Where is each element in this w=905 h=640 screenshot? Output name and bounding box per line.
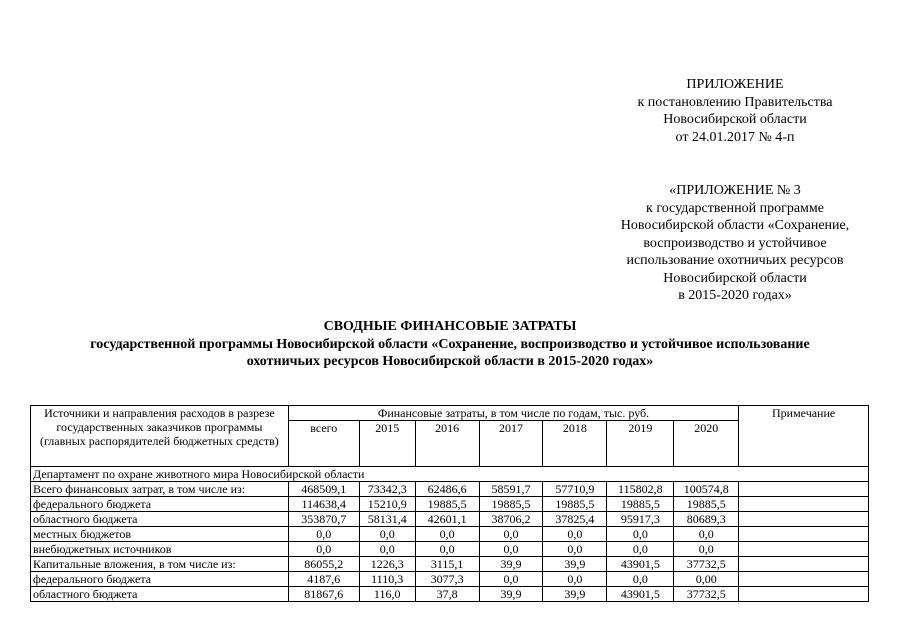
value-cell: 0,0 — [288, 542, 359, 557]
value-cell: 37825,4 — [543, 512, 607, 527]
table-row — [31, 572, 869, 587]
title-line: государственной программы Новосибирской области «Сохранение, воспроизводство и устойчивое использование — [90, 336, 810, 352]
value-cell: 39,9 — [543, 557, 607, 572]
value-cell: 3077,3 — [415, 572, 479, 587]
value-cell: 57710,9 — [543, 482, 607, 497]
value-cell: 0,0 — [415, 542, 479, 557]
value-cell: 468509,1 — [288, 482, 359, 497]
note-column-header: Примечание — [739, 406, 869, 467]
table-header-row — [31, 406, 869, 421]
value-cell: 114638,4 — [288, 497, 359, 512]
value-cell: 43901,5 — [607, 587, 674, 602]
title-line: СВОДНЫЕ ФИНАНСОВЫЕ ЗАТРАТЫ — [323, 319, 577, 334]
program-appendix-header — [590, 182, 880, 305]
value-cell: 0,0 — [479, 542, 543, 557]
appendix-header — [590, 76, 880, 146]
value-cell: 0,0 — [543, 542, 607, 557]
value-cell: 39,9 — [479, 587, 543, 602]
value-cell: 80689,3 — [674, 512, 739, 527]
row-label: федерального бюджета — [31, 497, 289, 512]
row-label: Капитальные вложения, в том числе из: — [31, 557, 289, 572]
value-cell: 1110,3 — [359, 572, 415, 587]
row-label: Всего финансовых затрат, в том числе из: — [31, 482, 289, 497]
table-row — [31, 497, 869, 512]
subheader-year: 2017 — [479, 421, 543, 467]
appendix-line: Новосибирской области — [663, 270, 807, 286]
value-cell: 0,0 — [543, 527, 607, 542]
table-row — [31, 542, 869, 557]
value-cell: 73342,3 — [359, 482, 415, 497]
table-row — [31, 587, 869, 602]
row-label: федерального бюджета — [31, 572, 289, 587]
value-cell: 19885,5 — [479, 497, 543, 512]
value-cell: 100574,8 — [674, 482, 739, 497]
value-cell: 4187,6 — [288, 572, 359, 587]
value-cell: 0,0 — [415, 527, 479, 542]
note-cell — [739, 527, 869, 542]
value-cell: 0,0 — [607, 542, 674, 557]
value-cell: 42601,1 — [415, 512, 479, 527]
value-cell: 0,00 — [674, 572, 739, 587]
value-cell: 58131,4 — [359, 512, 415, 527]
table-row — [31, 482, 869, 497]
row-label: областного бюджета — [31, 512, 289, 527]
value-cell: 3115,1 — [415, 557, 479, 572]
document-title — [40, 318, 860, 371]
value-cell: 58591,7 — [479, 482, 543, 497]
source-column-header: Источники и направления расходов в разрезе государственных заказчиков программы (главных распорядителей бюджетных средств) — [31, 406, 289, 467]
note-cell — [739, 542, 869, 557]
appendix-line: Новосибирской области — [663, 112, 807, 127]
value-cell: 37732,5 — [674, 557, 739, 572]
department-row — [31, 467, 869, 482]
value-cell: 19885,5 — [674, 497, 739, 512]
appendix-line: использование охотничьих ресурсов — [626, 253, 844, 268]
value-cell: 0,0 — [674, 542, 739, 557]
appendix-line: воспроизводство и устойчивое — [643, 235, 827, 251]
value-cell: 38706,2 — [479, 512, 543, 527]
value-cell: 1226,3 — [359, 557, 415, 572]
value-cell: 0,0 — [674, 527, 739, 542]
table-row — [31, 512, 869, 527]
row-label: местных бюджетов — [31, 527, 289, 542]
value-cell: 19885,5 — [415, 497, 479, 512]
subheader-year: 2016 — [415, 421, 479, 467]
value-cell: 116,0 — [359, 587, 415, 602]
value-cell: 115802,8 — [607, 482, 674, 497]
value-cell: 37,8 — [415, 587, 479, 602]
value-cell: 39,9 — [479, 557, 543, 572]
subheader-year: 2018 — [543, 421, 607, 467]
value-cell: 0,0 — [479, 572, 543, 587]
department-name: Департамент по охране животного мира Новосибирской области — [31, 467, 869, 482]
table-row — [31, 527, 869, 542]
row-label: областного бюджета — [31, 587, 289, 602]
appendix-line: Новосибирской области «Сохранение, — [620, 218, 850, 233]
note-cell — [739, 557, 869, 572]
note-cell — [739, 497, 869, 512]
appendix-line: ПРИЛОЖЕНИЕ — [686, 77, 784, 92]
financial-costs-table — [30, 405, 869, 602]
value-cell: 353870,7 — [288, 512, 359, 527]
value-cell: 86055,2 — [288, 557, 359, 572]
appendix-line: к государственной программе — [646, 200, 824, 216]
subheader-year: 2015 — [359, 421, 415, 467]
value-cell: 43901,5 — [607, 557, 674, 572]
appendix-line: в 2015-2020 годах» — [678, 288, 792, 303]
table-row — [31, 557, 869, 572]
value-cell: 0,0 — [359, 527, 415, 542]
appendix-line: к постановлению Правительства — [637, 94, 833, 110]
value-cell: 95917,3 — [607, 512, 674, 527]
finance-column-header: Финансовые затраты, в том числе по годам, тыс. руб. — [288, 406, 738, 421]
subheader-total: всего — [288, 421, 359, 467]
value-cell: 0,0 — [543, 572, 607, 587]
value-cell: 39,9 — [543, 587, 607, 602]
value-cell: 0,0 — [288, 527, 359, 542]
appendix-line: от 24.01.2017 № 4-п — [675, 129, 795, 145]
value-cell: 19885,5 — [543, 497, 607, 512]
value-cell: 19885,5 — [607, 497, 674, 512]
value-cell: 0,0 — [359, 542, 415, 557]
value-cell: 37732,5 — [674, 587, 739, 602]
subheader-year: 2019 — [607, 421, 674, 467]
note-cell — [739, 587, 869, 602]
note-cell — [739, 482, 869, 497]
value-cell: 0,0 — [479, 527, 543, 542]
appendix-line: «ПРИЛОЖЕНИЕ № 3 — [669, 183, 801, 198]
value-cell: 62486,6 — [415, 482, 479, 497]
row-label: внебюджетных источников — [31, 542, 289, 557]
value-cell: 0,0 — [607, 527, 674, 542]
note-cell — [739, 512, 869, 527]
note-cell — [739, 572, 869, 587]
title-line: охотничьих ресурсов Новосибирской области в 2015-2020 годах» — [246, 354, 654, 369]
value-cell: 15210,9 — [359, 497, 415, 512]
value-cell: 81867,6 — [288, 587, 359, 602]
subheader-year: 2020 — [674, 421, 739, 467]
value-cell: 0,0 — [607, 572, 674, 587]
